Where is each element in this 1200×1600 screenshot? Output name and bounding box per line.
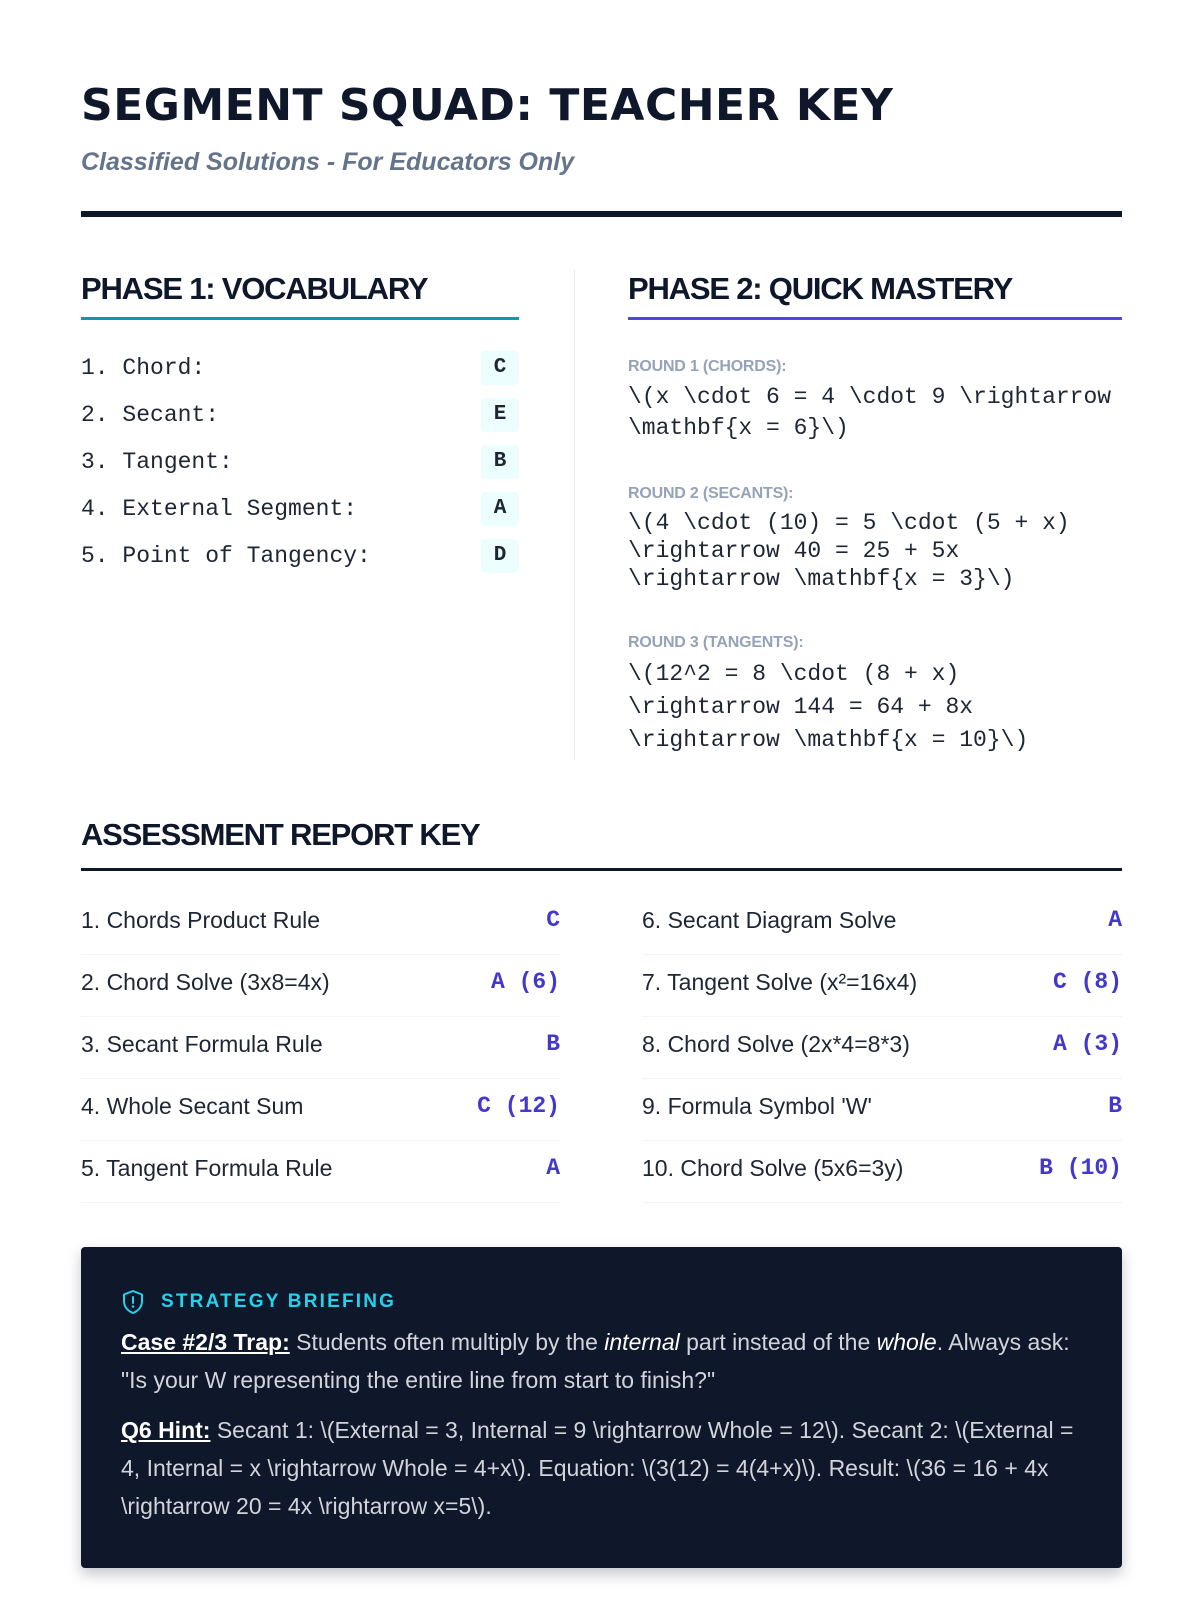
vocab-answer-badge: C	[481, 351, 519, 385]
phase1-underline	[81, 317, 519, 320]
round-block	[628, 634, 1122, 757]
case-trap-label: Case #2/3 Trap:	[121, 1329, 290, 1355]
case-emphasis: whole	[876, 1329, 937, 1355]
vocab-term: 5. Point of Tangency:	[81, 543, 371, 569]
vocab-term: 4. External Segment:	[81, 496, 358, 522]
round-label: ROUND 1 (CHORDS):	[628, 358, 787, 375]
answer-value: B	[1108, 1093, 1122, 1119]
round-solution: \(x \cdot 6 = 4 \cdot 9 \rightarrow \mathbf{x = 6}\)	[628, 384, 1125, 441]
assessment-row	[642, 1079, 1122, 1141]
q6-hint-label: Q6 Hint:	[121, 1417, 211, 1443]
assessment-row	[642, 1141, 1122, 1203]
phase1-heading: PHASE 1: VOCABULARY	[81, 271, 428, 306]
assessment-row	[81, 893, 560, 955]
answer-value: A (3)	[1052, 1031, 1122, 1057]
round-block	[628, 358, 1125, 485]
assessment-heading: ASSESSMENT REPORT KEY	[81, 817, 480, 852]
vocab-term: 3. Tangent:	[81, 449, 233, 475]
question-label: 1. Chords Product Rule	[81, 907, 321, 933]
vocab-item	[81, 398, 519, 445]
vocab-answer-badge: B	[481, 445, 519, 479]
vocabulary-list	[81, 351, 519, 586]
case-text: . Always ask: "Is your W representing the entire line from start to finish?"	[121, 1329, 1070, 1393]
question-label: 7. Tangent Solve (x²=16x4)	[642, 969, 918, 995]
assessment-row	[642, 1017, 1122, 1079]
answer-value: B (10)	[1039, 1155, 1122, 1181]
shield-alert-icon	[121, 1289, 145, 1315]
assessment-row	[81, 1141, 560, 1203]
case-emphasis: internal	[604, 1329, 680, 1355]
answer-value: A	[1108, 907, 1122, 933]
answer-value: C (8)	[1052, 969, 1122, 995]
vocab-answer-badge: E	[481, 398, 519, 432]
strategy-title: STRATEGY BRIEFING	[161, 1291, 397, 1312]
page-title: SEGMENT SQUAD: TEACHER KEY	[81, 80, 894, 131]
vocab-item	[81, 539, 519, 586]
question-label: 9. Formula Symbol 'W'	[642, 1093, 872, 1119]
vocab-item	[81, 492, 519, 539]
answer-value: B	[546, 1031, 560, 1057]
column-divider	[574, 270, 575, 760]
question-label: 2. Chord Solve (3x8=4x)	[81, 969, 330, 995]
strategy-briefing-panel	[81, 1247, 1122, 1568]
question-label: 6. Secant Diagram Solve	[642, 907, 897, 933]
round-label: ROUND 2 (SECANTS):	[628, 485, 794, 502]
question-label: 3. Secant Formula Rule	[81, 1031, 323, 1057]
phase2-heading: PHASE 2: QUICK MASTERY	[628, 271, 1013, 306]
case-text: Students often multiply by the	[289, 1329, 605, 1355]
q6-hint-paragraph	[121, 1411, 1081, 1525]
vocab-answer-badge: A	[481, 492, 519, 526]
round-label: ROUND 3 (TANGENTS):	[628, 634, 804, 651]
rounds-list	[628, 358, 1125, 757]
case-trap-paragraph	[121, 1323, 1081, 1399]
q6-hint-text: Secant 1: \(External = 3, Internal = 9 \rightarrow Whole = 12\). Secant 2: \(External = 4, Internal = x \rightarrow Whole = 4+x\). Equation: \(3(12) = 4(4+x)\). Result: \(36 = 16 + 4x \rightarrow 20 = 4x \rightarrow x=5\).	[121, 1417, 1074, 1519]
vocab-term: 1. Chord:	[81, 355, 206, 381]
answer-value: C	[546, 907, 560, 933]
round-block	[628, 485, 1122, 634]
assessment-column-right	[642, 893, 1122, 1203]
question-label: 4. Whole Secant Sum	[81, 1093, 304, 1119]
answer-value: A	[546, 1155, 560, 1181]
assessment-column-left	[81, 893, 560, 1203]
vocab-item	[81, 445, 519, 492]
case-text: part instead of the	[679, 1329, 877, 1355]
phase2-underline	[628, 317, 1122, 320]
question-label: 10. Chord Solve (5x6=3y)	[642, 1155, 904, 1181]
vocab-item	[81, 351, 519, 398]
answer-value: C (12)	[477, 1093, 560, 1119]
round-solution: \(12^2 = 8 \cdot (8 + x) \rightarrow 144 = 64 + 8x \rightarrow \mathbf{x = 10}\)	[628, 661, 1029, 753]
assessment-row	[81, 1017, 560, 1079]
vocab-answer-badge: D	[481, 539, 519, 573]
assessment-row	[81, 955, 560, 1017]
page-subtitle: Classified Solutions - For Educators Only	[81, 148, 575, 176]
question-label: 8. Chord Solve (2x*4=8*3)	[642, 1031, 910, 1057]
assessment-row	[81, 1079, 560, 1141]
question-label: 5. Tangent Formula Rule	[81, 1155, 333, 1181]
assessment-row	[642, 955, 1122, 1017]
answer-value: A (6)	[490, 969, 560, 995]
assessment-row	[642, 893, 1122, 955]
assessment-underline	[81, 868, 1122, 871]
title-divider	[81, 211, 1122, 217]
vocab-term: 2. Secant:	[81, 402, 220, 428]
round-solution: \(4 \cdot (10) = 5 \cdot (5 + x) \rightarrow 40 = 25 + 5x \rightarrow \mathbf{x = 3}\)	[628, 510, 1070, 592]
